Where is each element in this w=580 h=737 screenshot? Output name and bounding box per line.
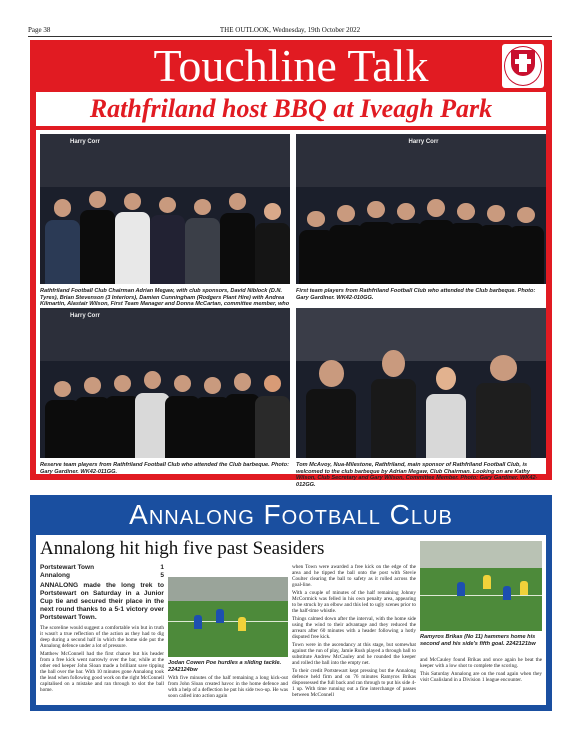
paragraph: and McCauley found Brikas and once again he beat the keeper with a low shot to complete the scoring. — [420, 657, 542, 669]
photo-caption: Jodan Cowen Poe hurdles a sliding tackle. 2242124bw — [168, 660, 282, 673]
photo-caption: Tom McAvoy, Nua-Milestone, Rathfriland, main sponsor of Rathfriland Football Club, is welcomed to the club barbeque by Adrian Megaw, Club Chairman. Looking on are Kathy Wilson, Club Secretary and Gary Wilson, Committee Member. Photo: Gary Gardiner. WK42-012GG. — [296, 462, 538, 488]
photo-caption: Reserve team players from Rathfriland Football Club who attended the Club barbeque. Photo: Gary Gardiner. WK42-011GG. — [40, 462, 289, 475]
article-column-1 — [40, 564, 164, 695]
article-headline: Annalong hit high five past Seasiders — [40, 538, 325, 559]
photo-caption: First team players from Rathfriland Football Club who attended the Club barbeque. Photo: Gary Gardiner. WK42-010GG. — [296, 288, 536, 301]
paragraph: when Town were awarded a free kick on the edge of the area and he tipped the ball onto the post with Stevie Coulter clearing the ball to safety as it rolled across the goal-line. — [292, 564, 416, 588]
paragraph: This Saturday Annalong are on the road again when they visit Coalisland in a Division 1 league encounter. — [420, 671, 542, 683]
score-line: Annalong 5 — [40, 572, 164, 579]
photo-caption: Rathfriland Football Club Chairman Adrian Megaw, with club sponsors, David Niblock (D.N. Tyres), Brian Stevenson (3 Interiors), Damien Cunningham (Rodgers Plant Hire) with Andrea Kilmartin, Alastair Wilson, First Team Manager and Donna McCartan, committee member, who — [40, 288, 290, 308]
photo-caption: Ramyros Brikas (No 11) hammers home his second and his side's fifth goal. 2242121bw — [420, 634, 536, 647]
score-box — [40, 564, 164, 580]
photo-banner: Harry Corr — [70, 312, 101, 319]
photo-reserve-team — [40, 308, 290, 458]
paragraph: Town were in the ascendancy at this stage, but somewhat against the run of play, Jamie Rush played a through ball to substitute Andrew McCauley and he rounded the keeper and rolled the ball into the empty net. — [292, 642, 416, 666]
photo-banner: Harry Corr — [70, 138, 101, 145]
article-body — [36, 535, 546, 705]
paragraph: With a couple of minutes of the half remaining Johnny McCormick was felled in his own penalty area, appearing to be struck by an elbow and this led to ugly scenes prior to the half-time whistle. — [292, 590, 416, 614]
photo-first-team — [296, 134, 546, 284]
score-line: Portstewart Town 1 — [40, 564, 164, 571]
article-column-4 — [420, 657, 542, 685]
annalong-section — [30, 495, 552, 711]
article-column-3 — [292, 564, 416, 700]
photo-sponsor-welcome — [296, 308, 546, 458]
paragraph: Things calmed down after the interval, with the home side using the wind to their advantage and they reduced the arrears after 60 minutes with a header following a hotly disputed free kick. — [292, 616, 416, 640]
section-title: Annalong Football Club — [129, 499, 453, 530]
match-photo-2 — [420, 541, 542, 631]
article-lead: ANNALONG made the long trek to Portstewart on Saturday in a Junior Cup tie and secured their place in the next round thanks to a 5-1 victory over Portstewart Town. — [40, 582, 164, 621]
section-title: Touchline Talk — [153, 40, 429, 91]
club-crest-icon — [502, 44, 544, 88]
article-column-2 — [168, 675, 288, 701]
photo-sponsors — [40, 134, 290, 284]
article-headline: Rathfriland host BBQ at Iveagh Park — [36, 92, 546, 126]
header-rule — [28, 36, 552, 37]
paragraph: With five minutes of the half remaining a long kick-out from John Sloan created havoc in the home defence and with a help of a deflection he put his side two-up. He was soon called into action again — [168, 675, 288, 699]
paragraph: The scoreline would suggest a comfortable win but in truth it wasn't a true reflection of the action as they had to dig deep during a second half in which the home side put the Annalong defence under a lot of pressure. — [40, 625, 164, 649]
match-photo-1 — [168, 577, 288, 657]
masthead: THE OUTLOOK, Wednesday, 19th October 2022 — [219, 26, 361, 34]
photo-banner: Harry Corr — [408, 138, 439, 145]
page-number: Page 38 — [28, 26, 51, 34]
paragraph: To their credit Portstewart kept pressing but the Annalong defence held firm and on 76 minutes Ramyros Brikas dispossessed the full back and ran through to put his side 4-1 up. With time running out a fine interchange of passes between McConnell — [292, 668, 416, 698]
paragraph: Matthew McConnell had the first chance but his header from a free kick went narrowly over the bar, while at the other end keeper John Sloan made a brilliant save tipping the ball over the bar. With 10 minutes gone Annalong took the lead when following good work on the right McConnell capitalised on a mistake and ran through to slot the ball home. — [40, 651, 164, 693]
touchline-talk-section — [30, 40, 552, 488]
photo-grid — [36, 130, 546, 488]
